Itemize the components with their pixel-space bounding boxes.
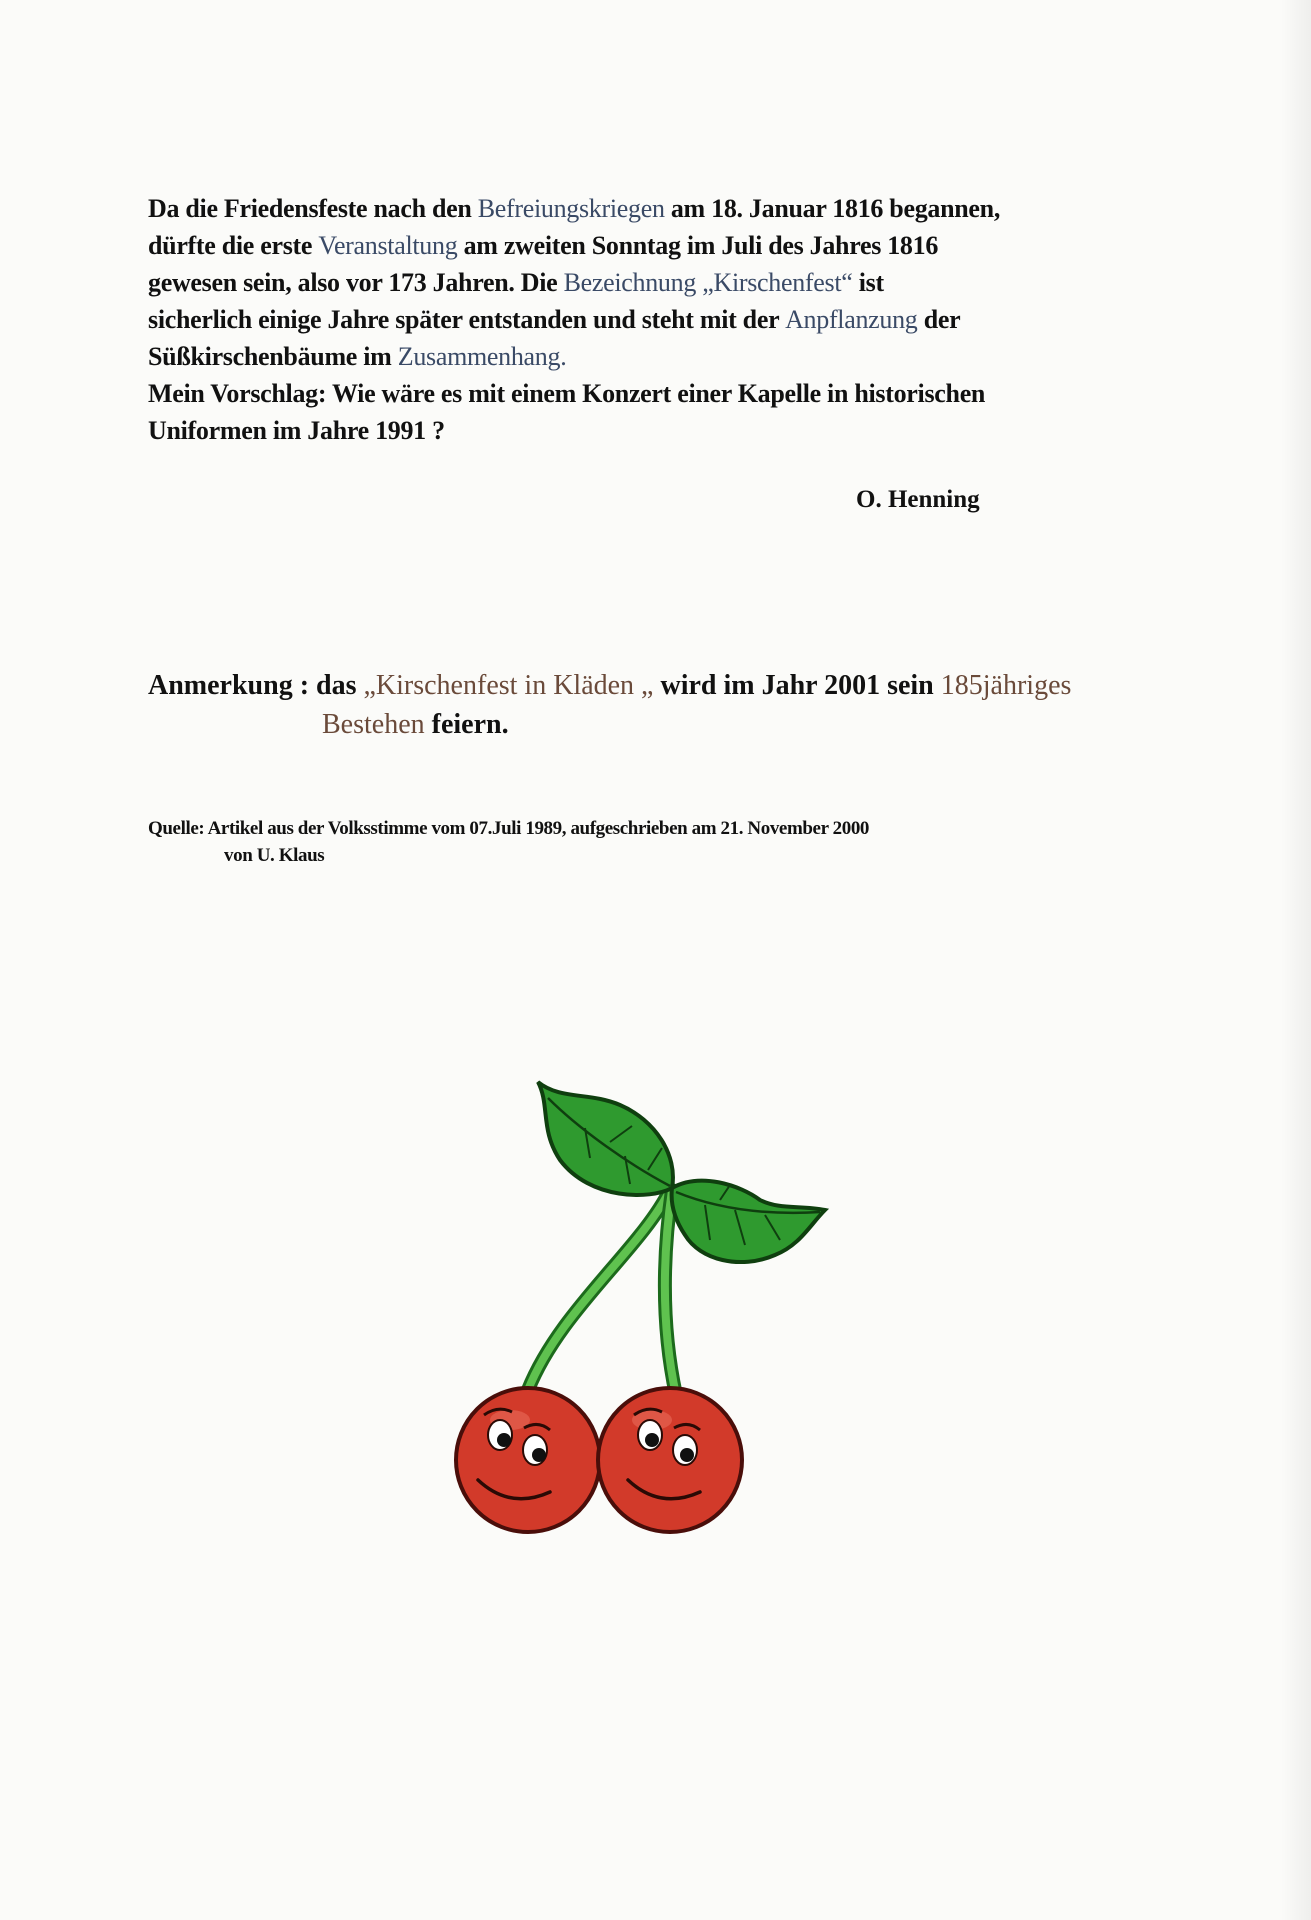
text-line: dürfte die erste Veranstaltung am zweiten Sonntag im Juli des Jahres 1816 [148,231,939,260]
remark-line: Anmerkung : das „Kirschenfest in Kläden „ wird im Jahr 2001 sein 185jähriges [148,670,1072,701]
source-line: Quelle: Artikel aus der Volksstimme vom 07.Juli 1989, aufgeschrieben am 21. November 2000 [148,818,870,839]
text-line: Da die Friedensfeste nach den Befreiungskriegen am 18. Januar 1816 begannen, [148,194,1001,223]
text-line: Uniformen im Jahre 1991 ? [148,416,445,445]
handwritten-word: Zusammenhang. [397,342,567,371]
handwritten-word: Anpflanzung [785,305,918,334]
handwritten-event-name: „Kirschenfest in Kläden „ [363,670,654,701]
text-line: Süßkirschenbäume im Zusammenhang. [148,342,567,371]
source-author: von U. Klaus [224,845,325,866]
text-line: sicherlich einige Jahre später entstanden und steht mit der Anpflanzung der [148,305,961,334]
remark-line: Bestehen feiern. [322,709,509,740]
handwritten-years: 185jähriges [940,670,1072,701]
handwritten-word: Bezeichnung „Kirschenfest“ [563,268,853,297]
text-line: gewesen sein, also vor 173 Jahren. Die Bezeichnung „Kirschenfest“ ist [148,268,884,297]
text-line: Mein Vorschlag: Wie wäre es mit einem Konzert einer Kapelle in historischen [148,379,986,408]
signature: O. Henning [856,486,980,513]
handwritten-word: Befreiungskriegen [477,194,665,223]
handwritten-word: Veranstaltung [318,231,458,260]
cherry-pair-icon [400,1060,860,1580]
handwritten-word: Bestehen [322,709,425,740]
page-edge-shadow [1281,0,1311,1920]
main-paragraph [148,190,1178,449]
remark [148,666,1071,744]
source-citation [148,815,869,869]
